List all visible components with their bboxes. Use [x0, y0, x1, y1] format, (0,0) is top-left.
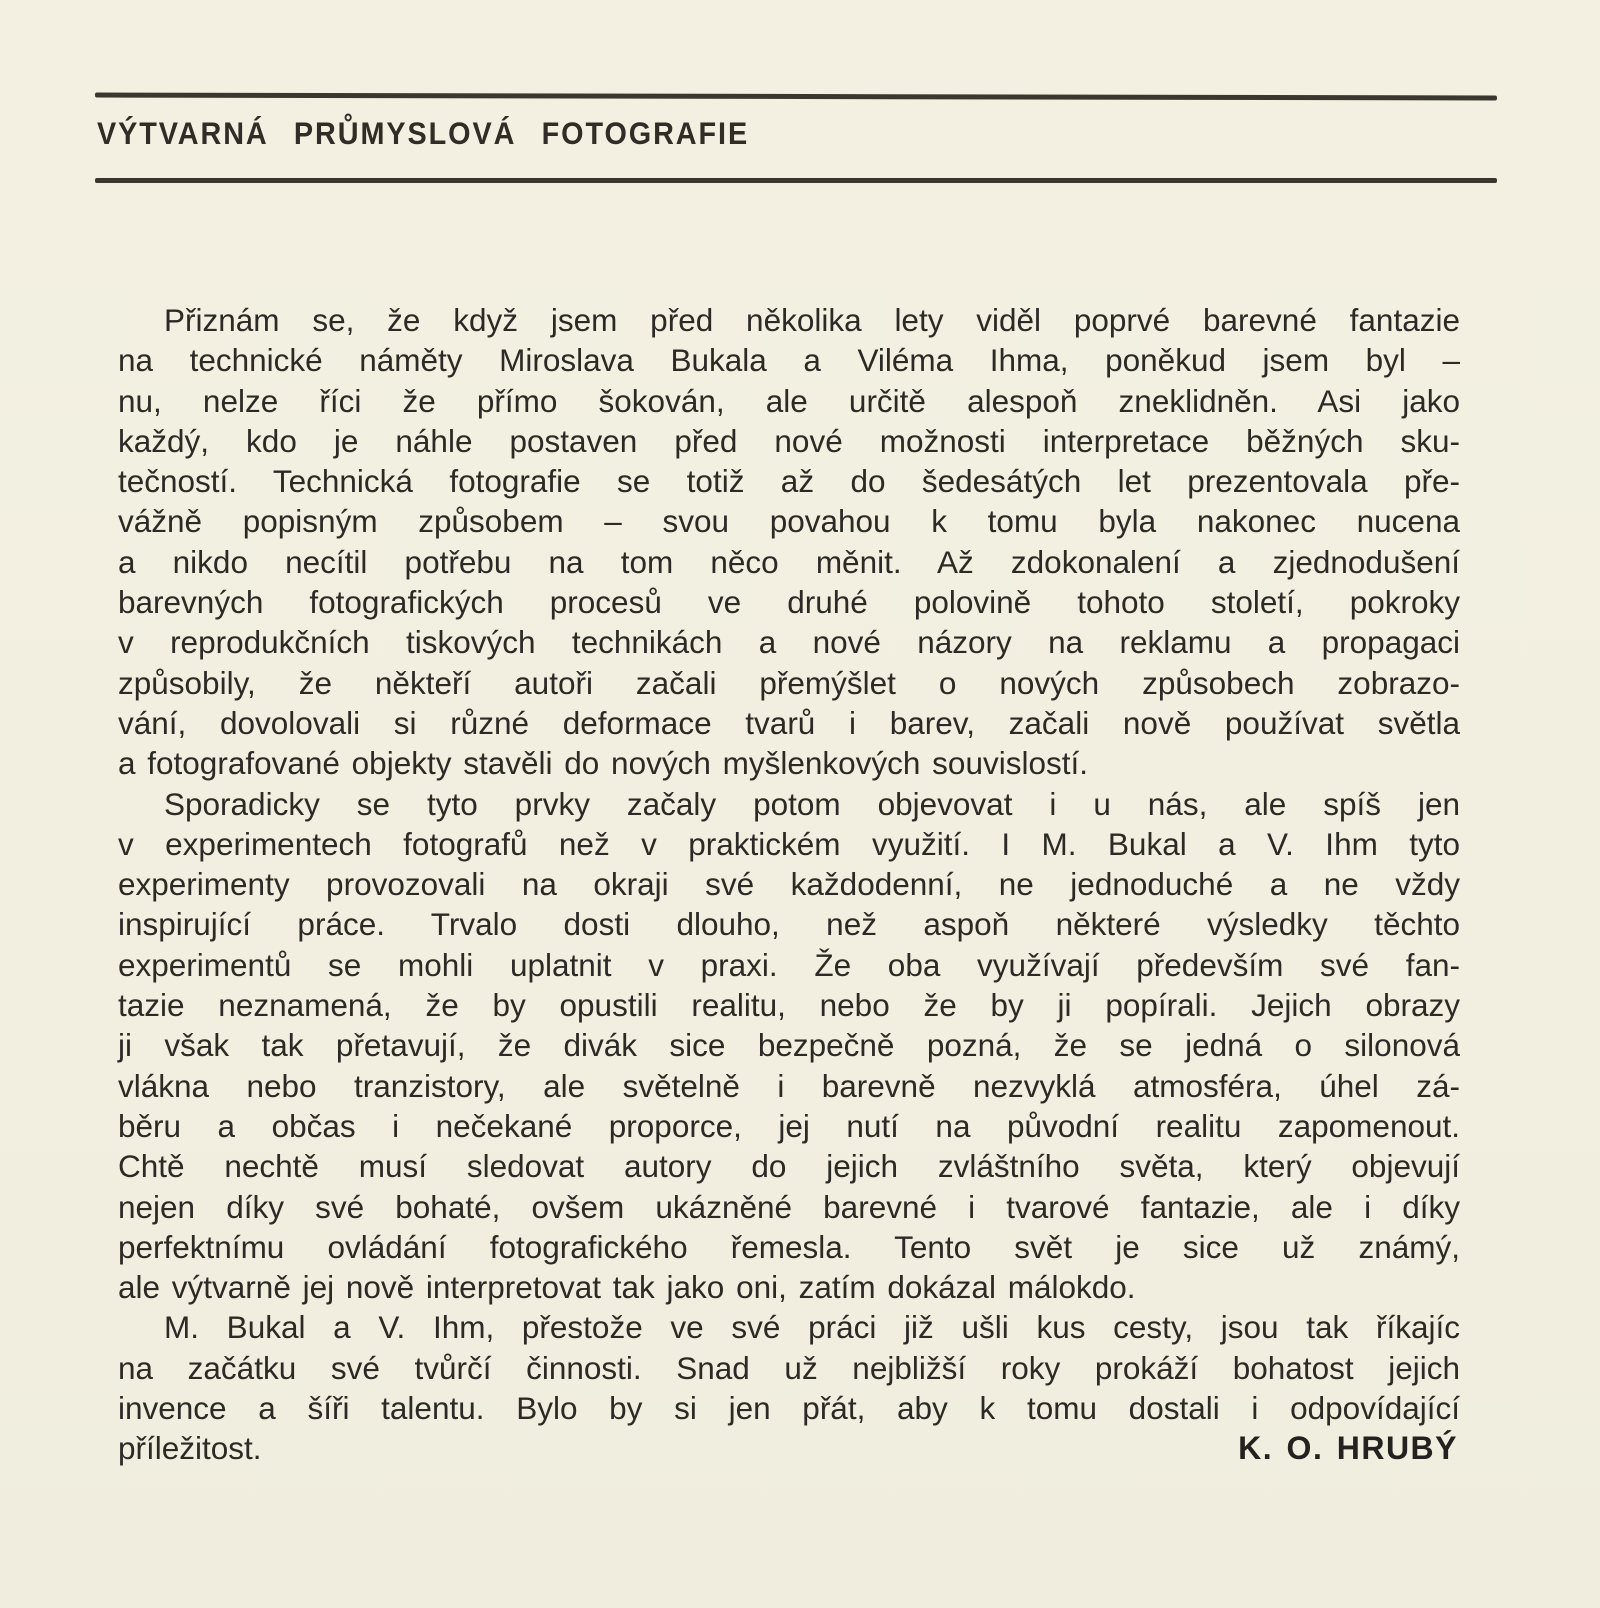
text-line: a nikdo necítil potřebu na tom něco měnit. Až zdokonalení a zjednodušení [118, 543, 1460, 580]
text-line: invence a šíři talentu. Bylo by si jen přát, aby k tomu dostali i odpovídající [118, 1390, 1460, 1427]
text-line: běru a občas i nečekané proporce, jej nutí na původní realitu zapomenout. [118, 1107, 1460, 1144]
text-line: barevných fotografických procesů ve druhé polovině tohoto století, pokroky [118, 584, 1460, 621]
text-line: vážně popisným způsobem – svou povahou k tomu byla nakonec nucena [118, 503, 1460, 540]
text-line: vání, dovolovali si různé deformace tvarů i barev, začali nově používat světla [118, 704, 1460, 741]
signature: K. O. HRUBÝ [1238, 1430, 1458, 1467]
text-line: na technické náměty Miroslava Bukala a Viléma Ihma, poněkud jsem byl – [118, 342, 1460, 379]
text-line: Chtě nechtě musí sledovat autory do jejich zvláštního světa, který objevují [118, 1148, 1460, 1185]
text-line: K. O. HRUBÝ příležitost. [118, 1428, 1460, 1468]
text-line: Přiznám se, že když jsem před několika lety viděl poprvé barevné fantazie [164, 302, 1460, 338]
text-line: tazie neznamená, že by opustili realitu, nebo že by ji popírali. Jejich obrazy [118, 987, 1460, 1024]
text-line: Sporadicky se tyto prvky začaly potom objevovat i u nás, ale spíš jen [164, 785, 1460, 822]
text-line: perfektnímu ovládání fotografického řemesla. Tento svět je sice už známý, [118, 1228, 1460, 1265]
text-line: experimenty provozovali na okraji své každodenní, ne jednoduché a ne vždy [118, 866, 1460, 903]
text-line: inspirující práce. Trvalo dosti dlouho, než aspoň některé výsledky těchto [118, 906, 1460, 943]
text-line: na začátku své tvůrčí činnosti. Snad už nejbližší roky prokáží bohatost jejich [118, 1349, 1460, 1386]
text-line: tečností. Technická fotografie se totiž až do šedesátých let prezentovala pře- [118, 463, 1460, 500]
text-line: v reprodukčních tiskových technikách a nové názory na reklamu a propagaci [118, 624, 1460, 661]
text-line: ale výtvarně jej nově interpretovat tak jako oni, zatím dokázal málokdo. [118, 1269, 1136, 1306]
text-line: experimentů se mohli uplatnit v praxi. Že oba využívají především své fan- [118, 946, 1460, 983]
text-line: nejen díky své bohaté, ovšem ukázněné barevné i tvarové fantazie, ale i díky [118, 1188, 1460, 1225]
text-line: v experimentech fotografů než v praktickém využití. I M. Bukal a V. Ihm tyto [118, 825, 1460, 862]
text-line: vlákna nebo tranzistory, ale světelně i barevně nezvyklá atmosféra, úhel zá- [118, 1067, 1460, 1104]
text-line: způsobily, že někteří autoři začali přemýšlet o nových způsobech zobrazo- [118, 664, 1460, 701]
text-line: ji však tak přetavují, že divák sice bezpečně pozná, že se jedná o silonová [118, 1027, 1460, 1064]
page-title: VÝTVARNÁ PRŮMYSLOVÁ FOTOGRAFIE [97, 117, 750, 152]
header-rule-top [95, 93, 1497, 101]
text-line: M. Bukal a V. Ihm, přestože ve své práci již ušli kus cesty, jsou tak říkajíc [164, 1309, 1460, 1346]
header-rule-bottom [95, 178, 1497, 183]
article-body [118, 300, 1460, 1469]
text-line: a fotografované objekty stavěli do nových myšlenkových souvislostí. [118, 745, 1088, 782]
text-line: nu, nelze říci že přímo šokován, ale určitě alespoň zneklidněn. Asi jako [118, 382, 1460, 419]
text-line: každý, kdo je náhle postaven před nové možnosti interpretace běžných sku- [118, 422, 1460, 459]
